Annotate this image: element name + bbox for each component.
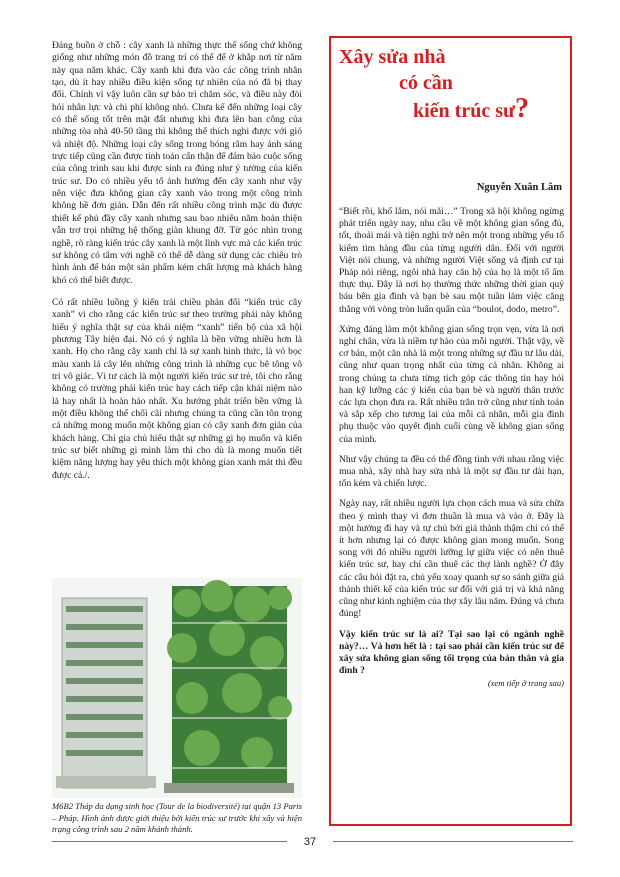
sidebar-paragraph-2: Xứng đáng làm một không gian sống trọn vẹn, vừa là nơi nghỉ chân, vừa là niềm tự hào của mỗi người. Thật vậy, về cơ bản, một căn nhà là một trong những sự đầu tư lâu dài, cũng như quan trọng nhất của từng cá nhân. Không ai trong chúng ta chưa từng tích góp các thông tin hay hỏi han kỹ lưỡng các ý kiến của bạn bè và người thân trước các lựa chọn đưa ra. Rất nhiều trăn trở cũng như tính toán và sắp xếp cho tương lai của mỗi cá nhân, mỗi gia đình phụ thuộc vào quyết định cuối cùng về không gian sống của mình. — [339, 323, 564, 445]
sidebar-body — [339, 206, 564, 690]
sidebar-paragraph-4: Ngày nay, rất nhiều người lựa chọn cách mua và sửa chữa theo ý mình thay vì đơn thuần là mua và vào ở. Đây là một hướng đi hay và tự chủ bởi giá thành thậm chí có thể ít hơn nhưng lại có được không gian mong muốn. Song song với đó nhiều người lưỡng lự giữa việc có nên thuê kiến trúc sư, hay chỉ cần thuê các thợ lành nghề? Ở đây các câu hỏi đặt ra, chủ yếu xoay quanh sự so sánh giữa giá thành thiết kế của kiến trúc sư đối với giá trị và khả năng cũng như kinh nghiệm của thợ xây lâu năm. Đúng và chưa đúng! — [339, 498, 564, 620]
closing-question: Vậy kiến trúc sư là ai? Tại sao lại có ngành nghề này?… Và hơn hết là : tại sao phải cần kiến trúc sư để xây sửa không gian sống tối trọng của bản thân và gia đình ? — [339, 628, 564, 677]
title-line-3 — [339, 93, 564, 124]
left-article-column — [52, 40, 302, 492]
building-photo — [52, 578, 302, 798]
title-question-mark: ? — [515, 93, 530, 124]
left-paragraph-2: Có rất nhiều luồng ý kiến trái chiều phản đối “kiến trúc cây xanh” vì cho rằng các kiến trúc sư theo trường phái này không hiểu ý nghĩa thật sự của khái niệm “xanh” tiến bộ của xã hội phương Tây hiện đại. Nó có ý nghĩa là bền vững nhiều hơn là xanh. Họ cho rằng cây xanh chỉ là sự xanh hình thức, là vỏ bọc màu xanh lá cây lên những công trình là những cục bê tông vô tri vô giác. Vì tư cách là một người kiến trúc sư trẻ, tôi cho rằng không có trường phái kiến trúc hay cách tiếp cận khái niệm nào là hay nhất là hoàn hảo nhất. Xu hướng phát triển bền vững là một điều không thể chối cãi nhưng chúng ta cũng cần tôn trọng cả những mong muốn một không gian có cây xanh đơn giản của khách hàng. Chỉ gia chủ hiểu thật sự những gì họ muốn và kiến trúc sư biết những gì mình làm thì cho dù là mong muốn tiết kiệm năng lượng hay yêu thích một không gian xanh mát thì đều được cả./. — [52, 296, 302, 481]
continued-note: (xem tiếp ở trang sau) — [487, 678, 564, 689]
sidebar-paragraph-3: Như vậy chúng ta đều có thể đồng tình với nhau rằng việc mua nhà, xây nhà hay sửa nhà là một sự đầu tư dài hạn, tốn kém và chiến lược. — [339, 453, 564, 490]
author-name: Nguyễn Xuân Lâm — [476, 182, 562, 193]
sidebar-box — [329, 36, 572, 826]
building-photo-illustration — [52, 578, 302, 798]
title-line-2: có cần — [399, 72, 453, 94]
sidebar-paragraph-1: “Biết rồi, khổ lắm, nói mãi…” Trong xã hội không ngừng phát triển ngày nay, nhu cầu về một không gian sống đủ, tốt, thoải mái và tiện nghi trở nên một trong những yếu tố kiểm tìm hàng đầu của từng người dân. Đối với người Việt nói chung, và những người Việt sống và định cư tại Pháp nói riêng, ngôi nhà hay căn hộ của họ là một tổ ấm thực thụ. Đây là nơi họ thường thức những thời gian quý báu bên gia đình và bạn bè sau một tuần làm việc căng thẳng với vòng tròn luẩn quẩn của “boulot, dodo, metro”. — [339, 206, 564, 315]
title-line-3-text: kiến trúc sư — [413, 100, 516, 122]
title-line-1: Xây sửa nhà — [339, 46, 446, 68]
photo-caption: M6B2 Tháp đa dạng sinh học (Tour de la biodiversité) tại quận 13 Paris – Pháp. Hình ảnh được giới thiệu bởi kiến trúc sư trước khi xây và hiện trạng công trình sau 2 năm khánh thành. — [52, 801, 302, 834]
page-number: 37 — [303, 836, 317, 848]
left-paragraph-1: Đáng buồn ở chỗ : cây xanh là những thực thể sống chứ không giống như những món đồ trang trí có thể để ở khắp nơi từ năm này qua năm khác. Cây xanh khi đưa vào các công trình nhân tạo, dù ít hay nhiều điều kiện sống tự nhiên của nó đã bị thay đổi. Chính vì vậy luôn cần sự bảo trì chăm sóc, và điều này đòi hỏi nhân lực và chi phí không nhỏ. Chưa kể đến những loại cây có thể sống tốt trên mặt đất nhưng khi đưa lên ban công của những tòa nhà 40-50 tầng thì không thể thích nghi được với gió và nhiệt độ. Những loại cây sống trong bóng râm hay ánh sáng trực tiếp cũng cần được tính toán cẩn thận để đảm bảo cuộc sống của công trình sau khi được sinh ra đúng như ý tưởng của kiến trúc sư. Do có nhiều yếu tố ảnh hưởng đến cây xanh như vậy nên việc đưa không gian cây xanh vào trong một công trình không hề đơn giản. Dẫn đến rất nhiều công trình mặc dù được thiết kế phủ đầy cây xanh nhưng sau bao nhiêu năm hoàn thiện vẫn trơ trọi những hệ thống giàn khung đỡ. Từ góc nhìn trong nghề, rõ ràng kiến trúc cây xanh là một lĩnh vực mà các kiến trúc sư không có tâm với nghề có thể dễ dàng sử dụng các chiêu trò hình ảnh để bán một sản phẩm kém chất lượng mà khách hàng khó có thể biết được. — [52, 40, 303, 286]
sidebar-title — [339, 44, 564, 124]
